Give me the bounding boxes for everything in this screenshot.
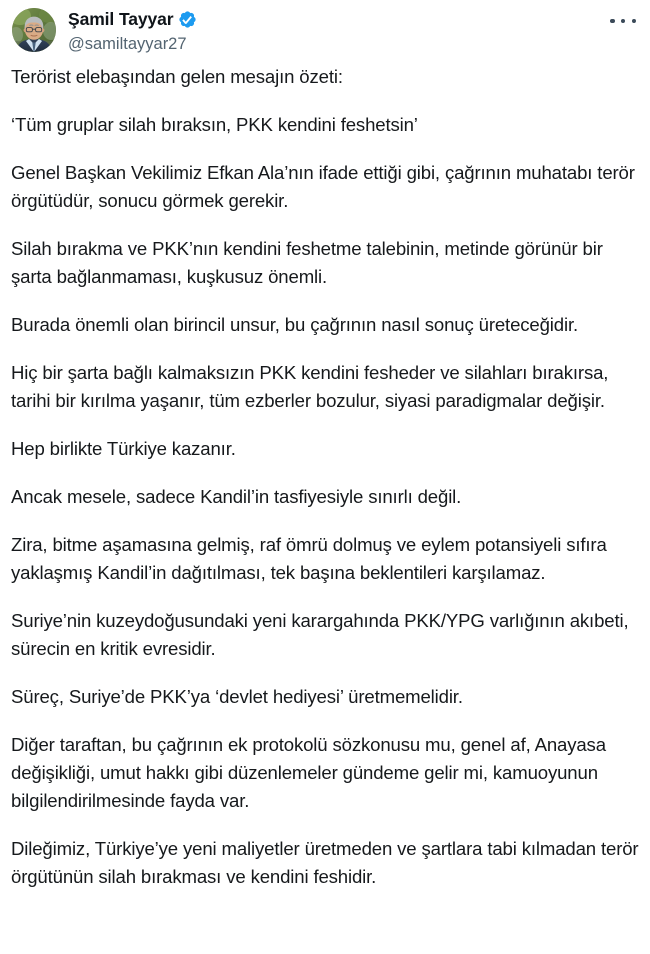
more-dot-3: [632, 19, 637, 24]
avatar[interactable]: [12, 8, 56, 52]
verified-badge-icon: [178, 10, 197, 29]
more-options-icon[interactable]: [610, 13, 636, 29]
tweet-paragraph: Ancak mesele, sadece Kandil’in tasfiyesiyle sınırlı değil.: [11, 486, 462, 507]
author-handle[interactable]: @samiltayyar27: [68, 35, 187, 53]
tweet-paragraph: Terörist elebaşından gelen mesajın özeti:: [11, 66, 343, 87]
more-dot-2: [621, 19, 626, 24]
tweet-paragraph: Hep birlikte Türkiye kazanır.: [11, 438, 236, 459]
tweet-text-body: [0, 63, 650, 891]
tweet-header: [0, 0, 650, 54]
tweet-paragraph: Burada önemli olan birincil unsur, bu çağrının nasıl sonuç üreteceğidir.: [11, 314, 578, 335]
tweet-paragraph: Süreç, Suriye’de PKK’ya ‘devlet hediyesi’ üretmemelidir.: [11, 686, 463, 707]
tweet-paragraph: Dileğimiz, Türkiye’ye yeni maliyetler üretmeden ve şartlara tabi kılmadan terör örgütünün silah bırakması ve kendini feshidir.: [11, 838, 639, 887]
tweet-paragraph: Suriye’nin kuzeydoğusundaki yeni karargahında PKK/YPG varlığının akıbeti, sürecin en kritik evresidir.: [11, 610, 629, 659]
tweet-paragraph: Genel Başkan Vekilimiz Efkan Ala’nın ifade ettiği gibi, çağrının muhatabı terör örgütüdür, sonucu görmek gerekir.: [11, 162, 635, 211]
tweet-paragraph: Zira, bitme aşamasına gelmiş, raf ömrü dolmuş ve eylem potansiyeli sıfıra yaklaşmış Kandil’in dağıtılması, tek başına beklentileri karşılamaz.: [11, 534, 607, 583]
author-name-row: [68, 8, 197, 30]
more-dot-1: [610, 19, 615, 24]
author-display-name[interactable]: Şamil Tayyar: [68, 9, 174, 29]
tweet-paragraph: Silah bırakma ve PKK’nın kendini feshetme talebinin, metinde görünür bir şarta bağlanmaması, kuşkusuz önemli.: [11, 238, 603, 287]
author-identity: [68, 8, 197, 55]
tweet-paragraph: Diğer taraftan, bu çağrının ek protokolü sözkonusu mu, genel af, Anayasa değişikliği, umut hakkı gibi düzenlemeler gündeme gelir mi, kamuoyunun bilgilendirilmesinde fayda var.: [11, 734, 606, 811]
tweet-paragraph: Hiç bir şarta bağlı kalmaksızın PKK kendini fesheder ve silahları bırakırsa, tarihi bir kırılma yaşanır, tüm ezberler bozulur, siyasi paradigmalar değişir.: [11, 362, 609, 411]
tweet-paragraph: ‘Tüm gruplar silah bıraksın, PKK kendini feshetsin’: [11, 114, 418, 135]
